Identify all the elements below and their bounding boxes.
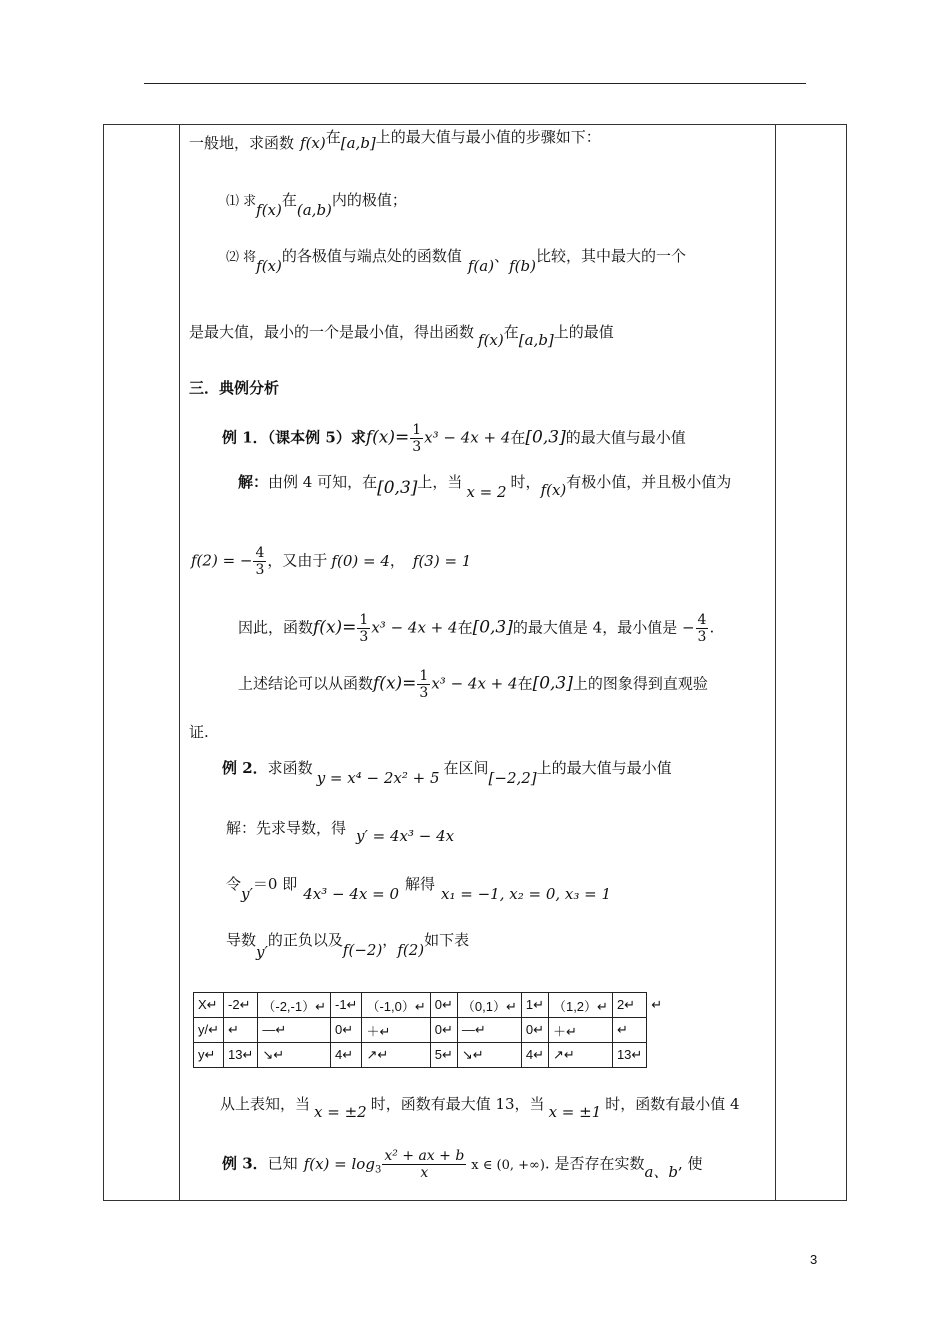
table-cell: （1,2）↵ (548, 993, 612, 1018)
table-cell: 0↵ (430, 1018, 457, 1043)
example-1-values: f(2) = − $\frac{4}{3}$ ，又由于 f(0) = 4， f(3) = 1 (191, 545, 472, 578)
table-row (194, 1043, 667, 1068)
table-cell: y↵ (194, 1043, 224, 1068)
table-cell: -1↵ (331, 993, 362, 1018)
table-cell: （0,1）↵ (457, 993, 521, 1018)
table-cell: 4↵ (521, 1043, 548, 1068)
table-cell: —↵ (457, 1018, 521, 1043)
table-cell: —↵ (258, 1018, 331, 1043)
table-cell: ↘↵ (258, 1043, 331, 1068)
column-divider-right (775, 124, 776, 1201)
table-cell: 2↵ (612, 993, 646, 1018)
table-cell: 0↵ (331, 1018, 362, 1043)
example-1-conclusion: 因此，函数f(x)= $\frac{1}{3}$ x³ − 4x + 4在[0,3]的最大值是 4，最小值是 − $\frac{4}{3}$ . (238, 612, 715, 645)
table-cell: 1↵ (521, 993, 548, 1018)
step-2-cont: 是最大值，最小的一个是最小值，得出函数 f(x)在[a,b]上的最值 (189, 323, 614, 349)
table-cell: ↵ (224, 1018, 258, 1043)
table-cell: -2↵ (224, 993, 258, 1018)
row-end-mark: ↵ (651, 997, 663, 1012)
table-cell: X↵ (194, 993, 224, 1018)
table-cell: y/↵ (194, 1018, 224, 1043)
example-3-title: 例 3．已知 $f(x) = \log_3$ $\frac{\text{x² + ax + b}}{x}$ x ∈ (0, +∞). 是否存在实数a、b, 使 (222, 1148, 703, 1181)
table-cell: ↘↵ (457, 1043, 521, 1068)
section-title: 三．典例分析 (189, 379, 280, 397)
table-cell: 0↵ (521, 1018, 548, 1043)
table-cell: ↗↵ (362, 1043, 430, 1068)
table-cell: ↵ (612, 1018, 646, 1043)
table-cell: 4↵ (331, 1043, 362, 1068)
table-cell: 5↵ (430, 1043, 457, 1068)
derivative-sign-table (193, 992, 667, 1068)
table-cell: ＋↵ (548, 1018, 612, 1043)
page-number: 3 (810, 1252, 818, 1267)
step-2: ⑵ 将f(x)的各极值与端点处的函数值f(a)、f(b)比较，其中最大的一个 (226, 247, 686, 275)
table-row (194, 993, 667, 1018)
example-1-verify: 上述结论可以从函数f(x)= $\frac{1}{3}$ x³ − 4x + 4在[0,3]上的图象得到直观验 (238, 668, 708, 701)
table-cell: ↗↵ (548, 1043, 612, 1068)
column-divider-left (179, 124, 180, 1201)
example-2-derivative: 解：先求导数，得 y′ = 4x³ − 4x (226, 819, 455, 845)
example-1-verify-end: 证. (189, 723, 209, 741)
example-1-solution: 解：由例 4 可知，在[0,3]上，当x = 2时，f(x)有极小值，并且极小值为 (238, 473, 732, 501)
example-2-table-intro: 导数y′的正负以及f(−2)，f(2)如下表 (226, 931, 470, 961)
step-1: ⑴ 求f(x)在(a,b)内的极值； (226, 191, 407, 219)
example-2-title: 例 2．求函数y = x⁴ − 2x² + 5在区间[−2,2]上的最大值与最小值 (222, 759, 672, 787)
table-cell: 0↵ (430, 993, 457, 1018)
example-2-roots: 令y′＝0 即4x³ − 4x = 0解得x₁ = −1, x₂ = 0, x₃ = 1 (226, 875, 612, 903)
example-2-conclusion: 从上表知，当 x = ±2 时，函数有最大值 13，当 x = ±1 时，函数有最小值 4 (220, 1095, 740, 1121)
table-cell: ＋↵ (362, 1018, 430, 1043)
table-cell: 13↵ (224, 1043, 258, 1068)
table-cell: （-1,0）↵ (362, 993, 430, 1018)
example-1-title: 例 1．（课本例 5）求f(x)= $\frac{1}{3}$ x³ − 4x + 4在[0,3]的最大值与最小值 (222, 422, 686, 455)
table-cell: （-2,-1）↵ (258, 993, 331, 1018)
header-rule (144, 83, 806, 84)
steps-intro: 一般地，求函数 f(x)在[a,b]上的最大值与最小值的步骤如下： (189, 128, 601, 152)
table-cell: 13↵ (612, 1043, 646, 1068)
table-row (194, 1018, 667, 1043)
